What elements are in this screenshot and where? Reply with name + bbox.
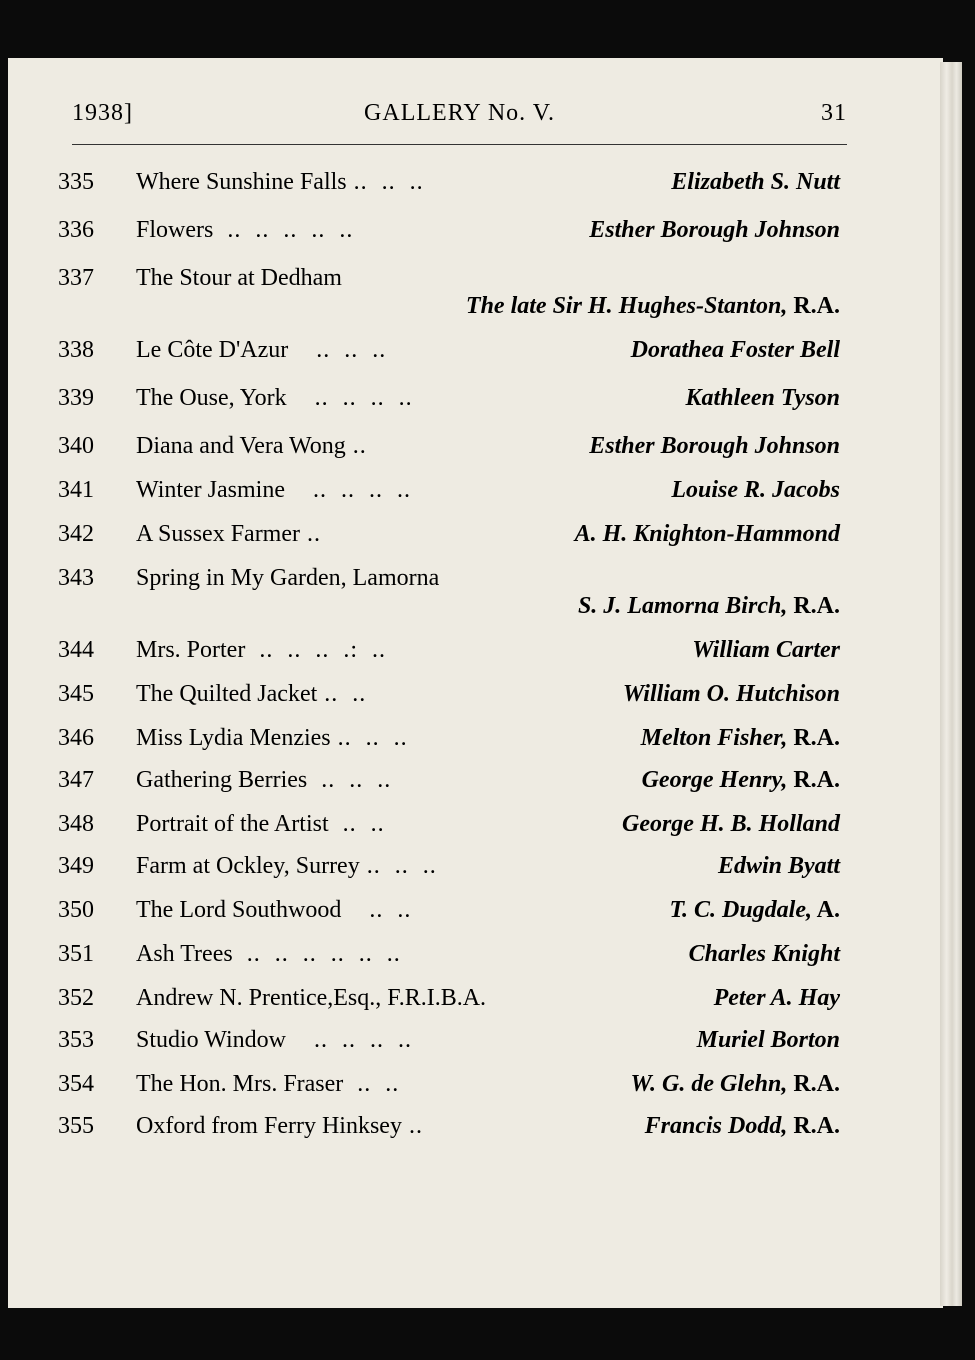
entry-title-text: Where Sunshine Falls [136, 169, 347, 195]
entry-number: 354 [58, 1071, 94, 1097]
entry-title [136, 520, 321, 548]
artist-name: Esther Borough Johnson [589, 217, 840, 243]
entry-number: 352 [58, 985, 94, 1011]
entry-title [136, 1070, 399, 1098]
artist-name: George Henry, [641, 767, 788, 793]
artist-suffix: R.A. [787, 1113, 840, 1139]
entry-title [136, 766, 391, 794]
entry-number: 353 [58, 1027, 94, 1053]
entry-title-text: Gathering Berries [136, 767, 308, 793]
entry-title-text: Studio Window [136, 1027, 286, 1053]
entry-number: 335 [58, 169, 94, 195]
entry-artist [622, 810, 840, 838]
artist-name: Dorathea Foster Bell [630, 337, 840, 363]
dot-leader: .. .. [343, 1071, 400, 1097]
entry-title [136, 1112, 423, 1140]
entry-title [136, 384, 413, 412]
entry-artist [671, 476, 840, 504]
entry-title [136, 216, 353, 244]
dot-leader: .. .. [328, 811, 385, 837]
dot-leader: .. .. .. .. [286, 385, 413, 411]
entry-title [136, 1026, 412, 1054]
entry-title-text: The Stour at Dedham [136, 265, 342, 291]
entry-artist [697, 1026, 840, 1054]
artist-name: The late Sir H. Hughes-Stanton, [465, 293, 788, 319]
entry-number: 338 [58, 337, 94, 363]
dot-leader: .. .. .. .. .. [213, 217, 354, 243]
entry-number: 341 [58, 477, 94, 503]
artist-name: Charles Knight [688, 941, 840, 967]
entry-artist [630, 1070, 840, 1098]
dot-leader: .. .. [317, 681, 367, 707]
artist-name: S. J. Lamorna Birch, [577, 593, 788, 619]
entry-number: 348 [58, 811, 94, 837]
page-edge [940, 62, 962, 1306]
dot-leader: .. [300, 521, 321, 547]
header-rule [72, 144, 847, 145]
entry-artist [671, 168, 840, 196]
entry-number: 337 [58, 265, 94, 291]
dot-leader: .. [345, 433, 367, 459]
entry-number: 336 [58, 217, 94, 243]
entry-title-text: Mrs. Porter [136, 637, 246, 663]
entry-title [136, 564, 439, 592]
entry-artist [575, 520, 840, 548]
entry-artist [714, 984, 840, 1012]
entry-title [136, 940, 401, 968]
entry-number: 350 [58, 897, 94, 923]
entry-title [136, 680, 366, 708]
artist-name: Elizabeth S. Nutt [671, 169, 840, 195]
entry-title [136, 896, 411, 924]
entry-title [136, 636, 386, 664]
entry-title-text: Andrew N. Prentice,Esq., F.R.I.B.A. [136, 985, 487, 1011]
entry-artist [466, 292, 840, 320]
dot-leader: .. .. .. .: .. [245, 637, 386, 663]
entry-title-text: Ash Trees [136, 941, 233, 967]
dot-leader: .. .. .. [359, 853, 437, 879]
dot-leader: .. .. .. [307, 767, 392, 793]
artist-suffix: R.A. [787, 293, 840, 319]
entry-number: 340 [58, 433, 94, 459]
entry-title [136, 810, 385, 838]
entry-number: 347 [58, 767, 94, 793]
dot-leader: .. .. .. [330, 725, 408, 751]
entry-title [136, 852, 437, 880]
dot-leader: .. .. .. [346, 169, 424, 195]
entry-number: 345 [58, 681, 94, 707]
entry-title [136, 168, 424, 196]
entry-title [136, 724, 408, 752]
entry-title-text: Portrait of the Artist [136, 811, 329, 837]
artist-name: William O. Hutchison [622, 681, 840, 707]
entry-title-text: Winter Jasmine [136, 477, 285, 503]
entry-artist [689, 940, 840, 968]
artist-suffix: R.A. [787, 767, 840, 793]
artist-suffix: R.A. [787, 1071, 840, 1097]
entry-artist [623, 680, 840, 708]
entry-title-text: The Hon. Mrs. Fraser [136, 1071, 344, 1097]
entry-artist [642, 766, 840, 794]
entry-artist [718, 852, 840, 880]
entry-title-text: Diana and Vera Wong [136, 433, 346, 459]
artist-name: Esther Borough Johnson [589, 433, 840, 459]
entry-title [136, 264, 342, 292]
entry-number: 342 [58, 521, 94, 547]
entry-number: 355 [58, 1113, 94, 1139]
entry-artist [686, 384, 840, 412]
entry-title-text: The Lord Southwood [136, 897, 342, 923]
artist-name: Edwin Byatt [717, 853, 840, 879]
entry-artist [589, 432, 840, 460]
artist-name: Kathleen Tyson [685, 385, 840, 411]
entry-title-text: A Sussex Farmer [136, 521, 300, 547]
dot-leader: .. .. .. [288, 337, 387, 363]
entry-number: 343 [58, 565, 94, 591]
entry-title-text: Spring in My Garden, Lamorna [136, 565, 440, 591]
entry-title-text: The Ouse, York [136, 385, 287, 411]
artist-name: Peter A. Hay [713, 985, 840, 1011]
dot-leader: .. .. .. .. .. .. [232, 941, 401, 967]
artist-suffix: A. [811, 897, 840, 923]
entry-title [136, 432, 367, 460]
entry-title [136, 336, 386, 364]
entry-artist [641, 724, 840, 752]
entry-title-text: Miss Lydia Menzies [136, 725, 331, 751]
entry-number: 346 [58, 725, 94, 751]
entry-artist [692, 636, 840, 664]
entry-artist [670, 896, 840, 924]
dot-leader: .. .. .. .. [285, 477, 411, 503]
artist-name: Melton Fisher, [640, 725, 788, 751]
entry-title [136, 984, 486, 1012]
entry-artist [645, 1112, 840, 1140]
artist-name: T. C. Dugdale, [669, 897, 812, 923]
artist-name: George H. B. Holland [621, 811, 840, 837]
artist-name: Muriel Borton [696, 1027, 840, 1053]
dot-leader: .. .. [341, 897, 412, 923]
header-year: 1938] [72, 100, 133, 126]
page-header [72, 100, 847, 134]
page-number: 31 [821, 100, 847, 126]
entry-title-text: The Quilted Jacket [136, 681, 318, 707]
entry-title-text: Flowers [136, 217, 214, 243]
artist-suffix: R.A. [787, 593, 840, 619]
header-title: GALLERY No. V. [364, 100, 555, 126]
entry-number: 349 [58, 853, 94, 879]
entry-artist [589, 216, 840, 244]
dot-leader: .. [401, 1113, 423, 1139]
entry-artist [578, 592, 840, 620]
entry-artist [631, 336, 840, 364]
artist-name: William Carter [692, 637, 840, 663]
entry-number: 339 [58, 385, 94, 411]
entry-title [136, 476, 411, 504]
entry-number: 351 [58, 941, 94, 967]
artist-suffix: R.A. [787, 725, 840, 751]
artist-name: Louise R. Jacobs [671, 477, 840, 503]
artist-name: Francis Dodd, [644, 1113, 788, 1139]
dot-leader: .. .. .. .. [285, 1027, 412, 1053]
entry-title-text: Oxford from Ferry Hinksey [136, 1113, 402, 1139]
artist-name: A. H. Knighton-Hammond [574, 521, 840, 547]
entry-number: 344 [58, 637, 94, 663]
entry-title-text: Farm at Ockley, Surrey [136, 853, 360, 879]
entry-title-text: Le Côte D'Azur [136, 337, 289, 363]
artist-name: W. G. de Glehn, [630, 1071, 788, 1097]
